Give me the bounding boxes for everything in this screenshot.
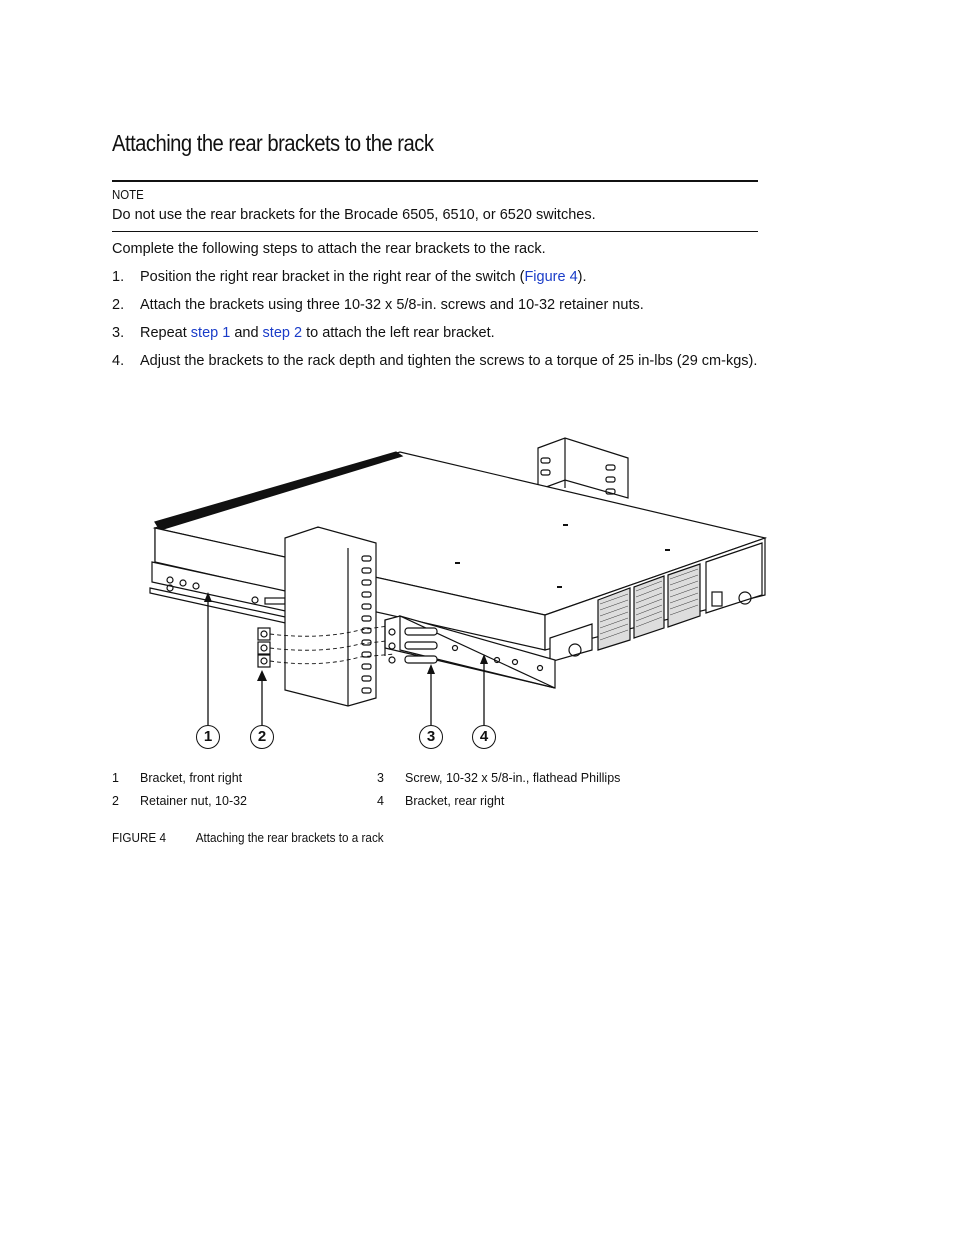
callout-4: 4	[472, 725, 496, 749]
step-text-part: Repeat	[140, 325, 191, 341]
legend-number: 1	[112, 771, 119, 785]
step-number: 3.	[112, 325, 125, 341]
legend-left	[112, 771, 247, 817]
legend-number: 3	[377, 771, 384, 785]
step-number: 1.	[112, 269, 125, 285]
step-1-link[interactable]: step 1	[190, 325, 231, 341]
callout-3: 3	[419, 725, 443, 749]
step-number: 4.	[112, 353, 125, 369]
legend-item	[377, 771, 620, 794]
legend-text: Screw, 10-32 x 5/8-in., flathead Phillips	[405, 771, 621, 785]
page-title: Attaching the rear brackets to the rack	[112, 130, 434, 156]
step-text: Adjust the brackets to the rack depth and tighten the screws to a torque of 25 in-lbs (29 cm-kgs).	[140, 353, 758, 369]
legend-text: Retainer nut, 10-32	[140, 794, 248, 808]
legend-text: Bracket, front right	[140, 771, 243, 785]
legend-text: Bracket, rear right	[405, 794, 505, 808]
callout-1: 1	[196, 725, 220, 749]
step-text-part: Position the right rear bracket in the right rear of the switch (	[140, 269, 525, 285]
figure-caption	[112, 830, 384, 845]
intro-text: Complete the following steps to attach the rear brackets to the rack.	[112, 241, 546, 257]
step-text: Attach the brackets using three 10-32 x 5/8-in. screws and 10-32 retainer nuts.	[140, 297, 644, 313]
legend-number: 4	[377, 794, 384, 808]
step-2-link[interactable]: step 2	[262, 325, 303, 341]
step-text-part: to attach the left rear bracket.	[302, 325, 495, 341]
legend-item	[112, 794, 247, 817]
legend-item	[377, 794, 620, 817]
figure-label: FIGURE 4	[112, 830, 166, 845]
legend-number: 2	[112, 794, 119, 808]
note-label: NOTE	[112, 187, 144, 202]
note-text: Do not use the rear brackets for the Brocade 6505, 6510, or 6520 switches.	[112, 207, 596, 223]
step-text-part: ).	[577, 269, 587, 285]
legend-right	[377, 771, 620, 817]
legend-item	[112, 771, 247, 794]
callout-2: 2	[250, 725, 274, 749]
figure-4-link[interactable]: Figure 4	[524, 269, 578, 285]
step-text-part: and	[230, 325, 263, 341]
step-number: 2.	[112, 297, 125, 313]
figure-title: Attaching the rear brackets to a rack	[195, 830, 384, 845]
